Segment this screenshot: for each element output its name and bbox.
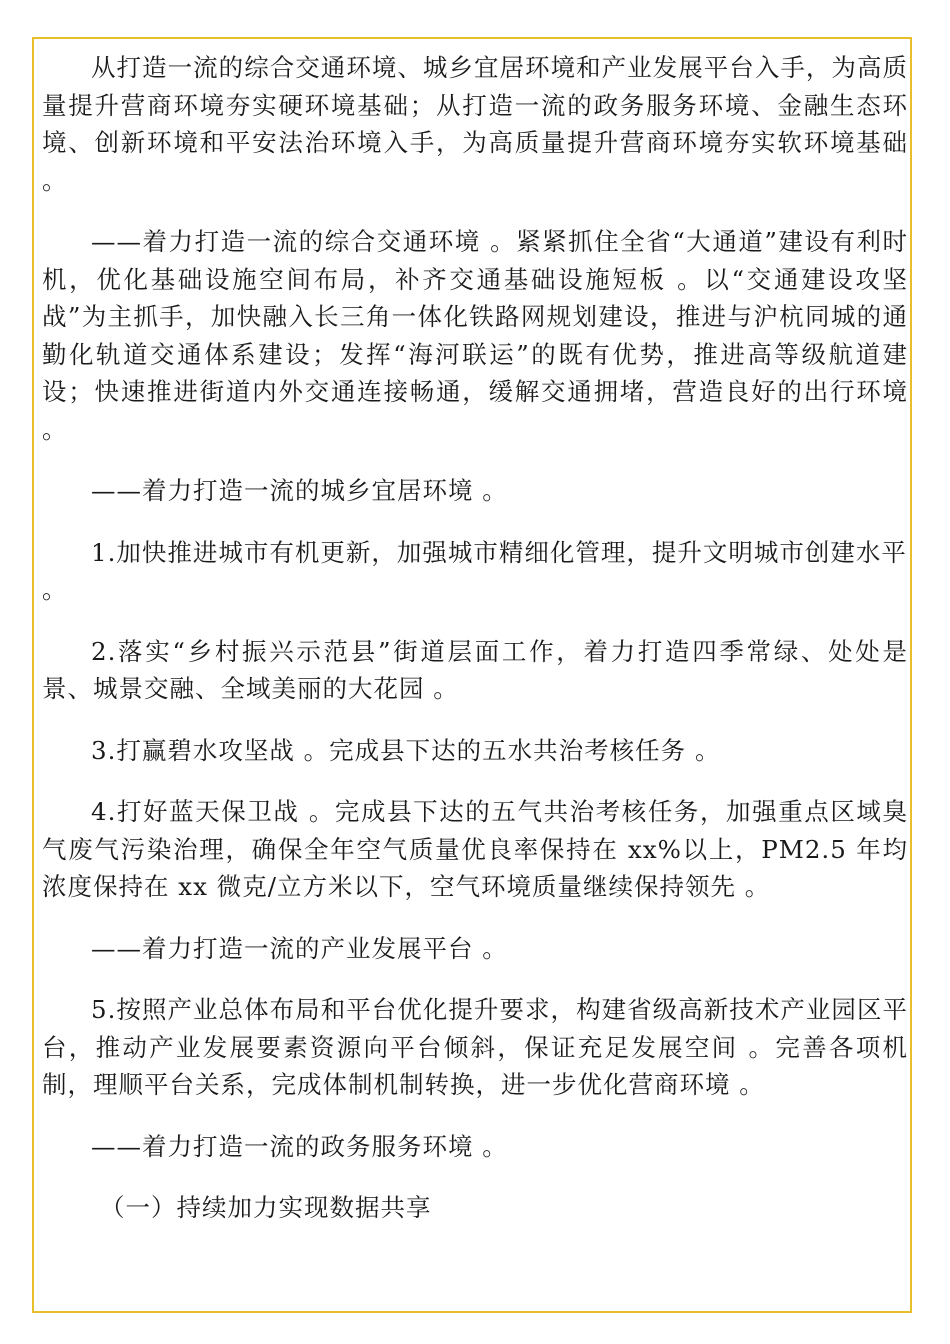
item-4-paragraph: 4.打好蓝天保卫战 。完成县下达的五气共治考核任务，加强重点区域臭气废气污染治理，确保全年空气质量优良率保持在 xx%以上，PM2.5 年均浓度保持在 xx 微克/立方米以下，空气环境质量继续保持领先 。 xyxy=(42,797,908,901)
item-1-paragraph: 1.加快推进城市有机更新，加强城市精细化管理，提升文明城市创建水平 。 xyxy=(42,537,907,604)
industry-section-heading: ——着力打造一流的产业发展平台 。 xyxy=(91,933,508,963)
item-3-paragraph: 3.打赢碧水攻坚战 。完成县下达的五水共治考核任务 。 xyxy=(91,735,721,765)
document-body xyxy=(42,49,908,1251)
livable-section-heading: ——着力打造一流的城乡宜居环境 。 xyxy=(91,476,508,505)
government-service-heading: ——着力打造一流的政务服务环境 。 xyxy=(91,1131,508,1161)
subsection-1-heading: （一）持续加力实现数据共享 xyxy=(100,1193,432,1222)
transport-section-paragraph: ——着力打造一流的综合交通环境 。紧紧抓住全省“大通道”建设有利时机，优化基础设施空间布局，补齐交通基础设施短板 。以“交通建设攻坚战”为主抓手，加快融入长三角一体化铁路网规划建设，推进与沪杭同城的通勤化轨道交通体系建设；发挥“海河联运”的既有优势，推进高等级航道建设；快速推进街道内外交通连接畅通，缓解交通拥堵，营造良好的出行环境 。 xyxy=(42,227,908,444)
item-5-paragraph: 5.按照产业总体布局和平台优化提升要求，构建省级高新技术产业园区平台，推动产业发展要素资源向平台倾斜，保证充足发展空间 。完善各项机制，理顺平台关系，完成体制机制转换，进一步优化营商环境 。 xyxy=(42,995,908,1099)
item-2-paragraph: 2.落实“乡村振兴示范县”街道层面工作，着力打造四季常绿、处处是景、城景交融、全域美丽的大花园 。 xyxy=(42,636,908,703)
intro-paragraph: 从打造一流的综合交通环境、城乡宜居环境和产业发展平台入手，为高质量提升营商环境夯实硬环境基础；从打造一流的政务服务环境、金融生态环境、创新环境和平安法治环境入手，为高质量提升营商环境夯实软环境基础 。 xyxy=(42,53,908,195)
